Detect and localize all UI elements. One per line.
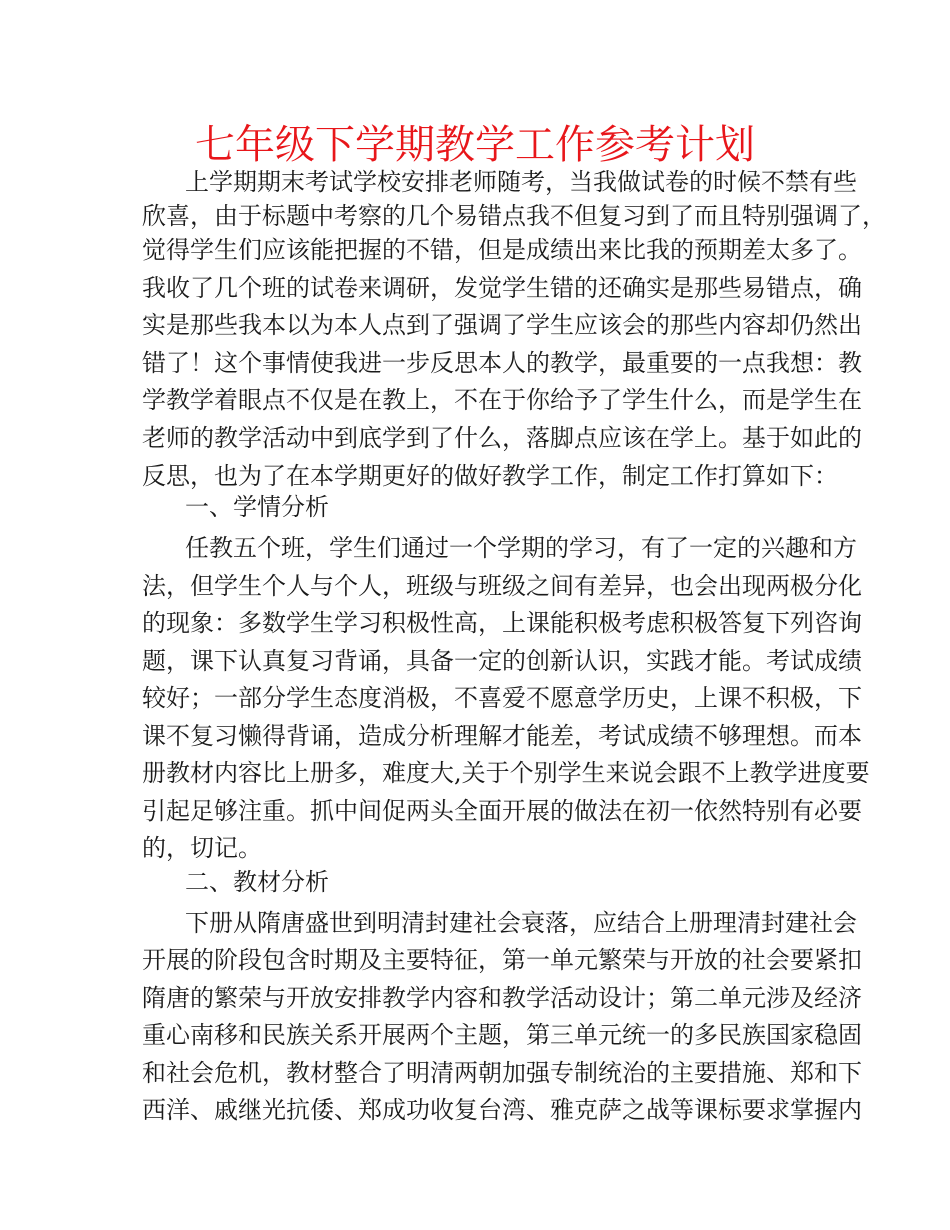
paragraph-line: 较好；一部分学生态度消极，不喜爱不愿意学历史，上课不积极，下 [142,684,862,712]
paragraph-line: 课不复习懒得背诵，造成分析理解才能差，考试成绩不够理想。而本 [142,722,862,750]
paragraph-line: 开展的阶段包含时期及主要特征，第一单元繁荣与开放的社会要紧扣 [142,946,862,974]
section-heading: 一、学情分析 [185,493,329,521]
paragraph-line: 和社会危机，教材整合了明清两朝加强专制统治的主要措施、郑和下 [142,1059,862,1087]
paragraph-line: 的，切记。 [142,834,262,862]
paragraph-line: 下册从隋唐盛世到明清封建社会衰落，应结合上册理清封建社会 [185,909,857,937]
paragraph-line: 反思，也为了在本学期更好的做好教学工作，制定工作打算如下： [142,462,838,490]
paragraph-line: 引起足够注重。抓中间促两头全面开展的做法在初一依然特别有必要 [142,797,862,825]
paragraph-line: 重心南移和民族关系开展两个主题，第三单元统一的多民族国家稳固 [142,1021,862,1049]
paragraph-line: 实是那些我本以为本人点到了强调了学生应该会的那些内容却仍然出 [142,311,862,339]
paragraph-line: 法，但学生个人与个人，班级与班级之间有差异，也会出现两极分化 [142,572,862,600]
paragraph-line: 隋唐的繁荣与开放安排教学内容和教学活动设计；第二单元涉及经济 [142,984,862,1012]
paragraph-line: 老师的教学活动中到底学到了什么，落脚点应该在学上。基于如此的 [142,424,862,452]
paragraph-line: 上学期期末考试学校安排老师随考，当我做试卷的时候不禁有些 [185,168,857,196]
paragraph-line: 错了！这个事情使我进一步反思本人的教学，最重要的一点我想：教 [142,349,862,377]
paragraph-line: 欣喜，由于标题中考察的几个易错点我不但复习到了而且特别强调了， [142,202,886,230]
paragraph-line: 我收了几个班的试卷来调研，发觉学生错的还确实是那些易错点，确 [142,274,862,302]
section-heading: 二、教材分析 [185,868,329,896]
paragraph-line: 学教学着眼点不仅是在教上，不在于你给予了学生什么，而是学生在 [142,386,862,414]
paragraph-line: 觉得学生们应该能把握的不错，但是成绩出来比我的预期差太多了。 [142,236,862,264]
paragraph-line: 的现象：多数学生学习积极性高，上课能积极考虑积极答复下列咨询 [142,609,862,637]
paragraph-line: 任教五个班，学生们通过一个学期的学习，有了一定的兴趣和方 [185,534,857,562]
paragraph-line: 册教材内容比上册多，难度大,关于个别学生来说会跟不上教学进度要 [142,759,870,787]
paragraph-line: 西洋、戚继光抗倭、郑成功收复台湾、雅克萨之战等课标要求掌握内 [142,1096,862,1124]
paragraph-line: 题，课下认真复习背诵，具备一定的创新认识，实践才能。考试成绩 [142,647,862,675]
document-title: 七年级下学期教学工作参考计划 [195,122,755,168]
